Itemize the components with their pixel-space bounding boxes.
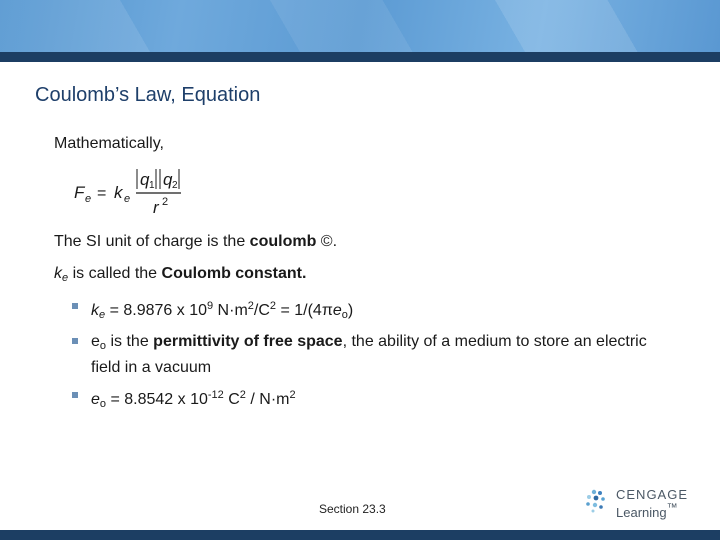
logo-tm: ™ [666,502,678,514]
cengage-dots-icon [584,488,610,514]
eo-value-text: = 8.8542 x 10 [106,391,208,408]
exponent: 9 [206,300,214,312]
exponent: 2 [239,389,246,401]
unit-text: /C [253,302,270,319]
formula-f: F [74,183,85,202]
si-unit-suffix: ©. [316,233,338,250]
bullet-eo-value [72,385,672,415]
slide-title: Coulomb’s Law, Equation [35,84,261,106]
header-rule [0,52,720,62]
ke-definition-line [54,265,306,284]
exponent: 2 [289,389,296,401]
bullet-marker-icon [72,303,78,309]
section-footer: Section 23.3 [319,502,386,516]
epsilon-symbol: e [91,391,100,408]
unit-text: / N [245,391,271,408]
exponent: 2 [269,300,277,312]
ke-symbol: k [91,302,99,319]
unit-text: C [223,391,240,408]
formula-f-sub: e [85,193,92,205]
ke-mid-text: is called the [68,265,162,282]
epsilon-symbol: e [91,333,100,350]
exponent: 2 [247,300,254,312]
header-banner [0,0,720,52]
cengage-logo [584,484,694,520]
svg-text:1: 1 [149,180,155,191]
formula-r-exp: 2 [162,196,169,208]
unit-text: m [234,302,248,319]
epsilon-subscript: o [99,398,107,410]
logo-wordmark: CENGAGE [616,487,689,502]
formula-k: k [114,183,123,202]
ke-symbol: k [54,265,62,282]
footer-rule [0,530,720,540]
permittivity-rest: , the ability of a medium to store an electric field in a vacuum [91,333,647,376]
ke-subscript: e [62,272,69,284]
exponent: -12 [207,389,224,401]
bullet-ke-value [72,296,672,326]
intro-text: Mathematically, [54,135,164,152]
middle-dot: · [270,391,277,408]
si-unit-line [54,233,337,251]
logo-subtext [616,502,678,520]
ke-subscript: e [99,309,106,321]
bullet-marker-icon [72,338,78,344]
permittivity-mid: is the [106,333,154,350]
coulomb-formula [74,160,204,220]
permittivity-bold: permittivity of free space [153,333,343,350]
formula-equals: = [97,185,107,202]
middle-dot: · [229,302,235,319]
closing-paren: ) [347,302,354,319]
epsilon-subscript: o [341,309,348,321]
formula-k-sub: e [124,193,131,205]
svg-text:2: 2 [172,180,178,191]
si-unit-prefix: The SI unit of charge is the [54,233,250,250]
unit-text: N [213,302,230,319]
ke-value-text: = 8.9876 x 10 [105,302,207,319]
formula-r: r [153,198,159,217]
svg-text:q: q [140,170,150,189]
unit-text: m [276,391,290,408]
bullet-permittivity [72,331,672,378]
epsilon-symbol: e [332,302,342,319]
epsilon-subscript: o [99,340,107,352]
bullet-marker-icon [72,392,78,398]
si-unit-bold: coulomb [249,233,317,250]
equation-text: = 1/(4π [276,302,333,319]
logo-sub-word: Learning [616,505,667,520]
svg-text:q: q [163,170,173,189]
ke-bold-text: Coulomb constant. [161,265,307,282]
